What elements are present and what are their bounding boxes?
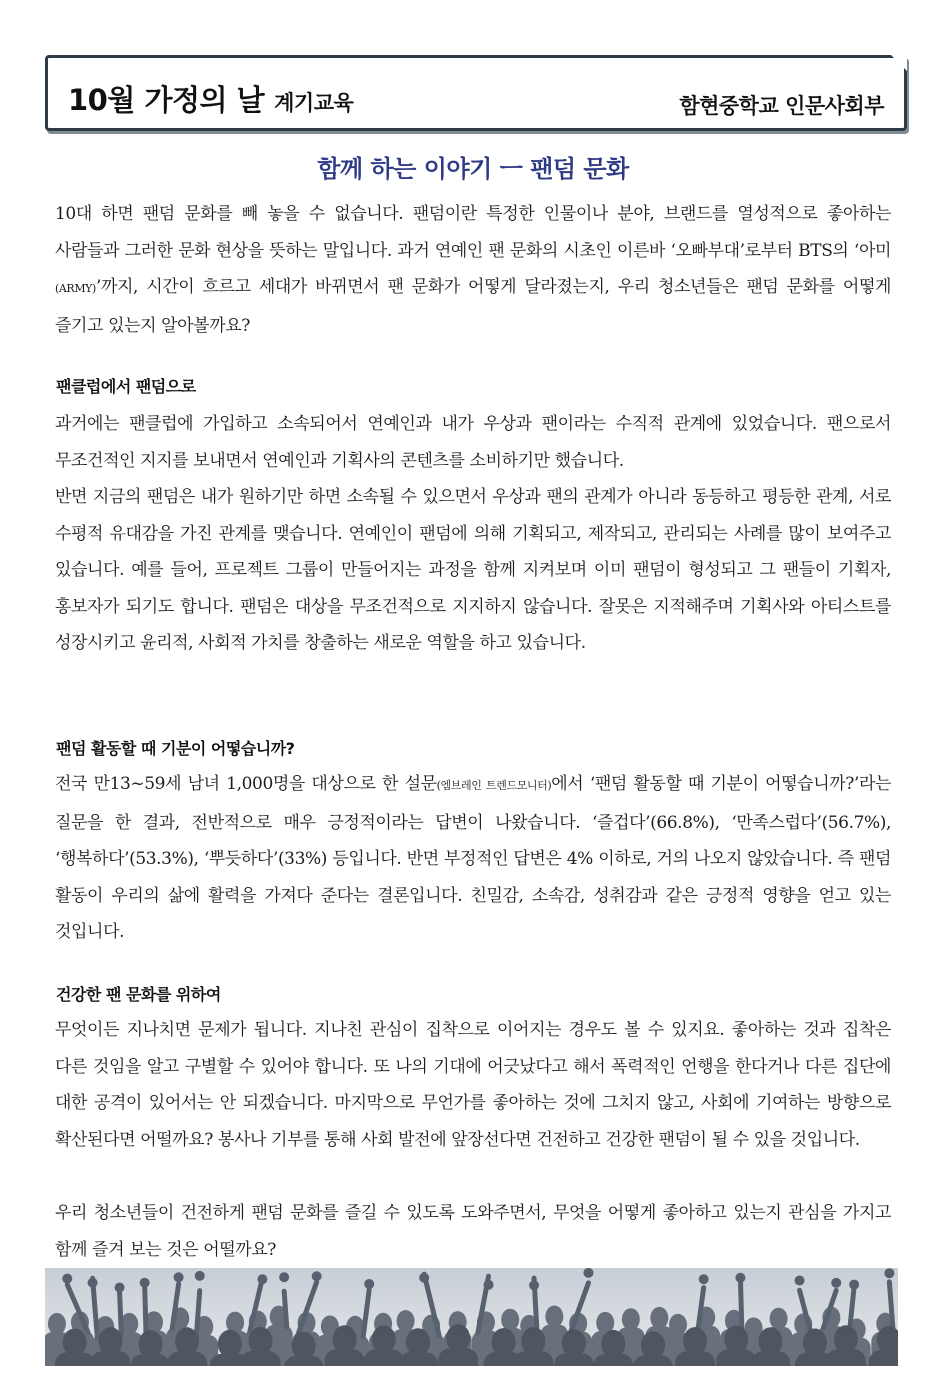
crowd-front-body: [750, 1351, 790, 1366]
crowd-front-head: [758, 1327, 782, 1355]
section1-paragraph-2: 반면 지금의 팬덤은 내가 원하기만 하면 소속될 수 있으면서 우상과 팬의 관계가 아니라 동등하고 평등한 관계, 서로 수평적 유대감을 가진 관계를 맺습니다. 연예인이 팬덤에 의해 기획되고, 제작되고, 관리되는 사례를 많이 보여주고 있습니다. 예를 들어, 프로젝트 그룹이 만들어지는 과정을 함께 지켜보며 이미 팬덤이 형성되고 그 팬들이 기획자, 홍보자가 되기도 합니다. 팬덤은 대상을 무조건적으로 지지하지 않습니다. 잘못은 지적해주며 기획사와 아티스트를 성장시키고 윤리적, 사회적 가치를 창출하는 새로운 역할을 하고 있습니다.: [55, 487, 891, 654]
intro-text-1: 10대 하면 팬덤 문화를 빼 놓을 수 없습니다. 팬덤이란 특정한 인물이나 분야, 브랜드를 열성적으로 좋아하는 사람들과 그러한 문화 현상을 뜻하는 말입니다. 과거 연예인 팬 문화의 시초인 이른바 ‘오빠부대’로부터 BTS의 ‘아미: [55, 204, 891, 261]
crowd-front-head: [601, 1330, 625, 1358]
crowd-front-body: [131, 1354, 171, 1366]
crowd-front-body: [716, 1349, 756, 1366]
crowd-raised-arm: [740, 1279, 741, 1331]
crowd-hand: [529, 1280, 539, 1290]
crowd-front-head: [641, 1331, 665, 1359]
crowd-front-body: [91, 1351, 131, 1366]
intro-text-small: (ARMY): [55, 282, 96, 296]
crowd-front-head: [406, 1328, 430, 1356]
crowd-front-head: [175, 1328, 199, 1356]
crowd-hand: [174, 1272, 184, 1282]
section-heading-healthy: 건강한 팬 문화를 위하여: [56, 985, 221, 1004]
crowd-raised-arm: [120, 1291, 122, 1334]
page-title: [68, 78, 353, 119]
crowd-raised-arm: [196, 1291, 200, 1337]
crowd-front-head: [562, 1329, 586, 1357]
crowd-front-body: [633, 1355, 673, 1366]
crowd-hand: [583, 1268, 593, 1278]
section3-paragraph-1: 무엇이든 지나치면 문제가 됩니다. 지나친 관심이 집착으로 이어지는 경우도 볼 수 있지요. 좋아하는 것과 집착은 다른 것임을 알고 구별할 수 있어야 합니다. 또 나의 기대에 어긋났다고 해서 폭력적인 언행을 한다거나 다른 집단에 대한 공격이 있어서는 안 되겠습니다. 마지막으로 무언가를 좋아하는 것에 그치지 않고, 사회에 기여하는 방향으로 확산된다면 어떨까요? 봉사나 기부를 통해 사회 발전에 앞장선다면 건전하고 건강한 팬덤이 될 수 있을 것입니다.: [55, 1020, 891, 1150]
crowd-hand: [849, 1280, 859, 1290]
crowd-front-body: [325, 1349, 365, 1366]
crowd-head: [650, 1307, 668, 1329]
crowd-hand: [484, 1280, 494, 1290]
crowd-front-body: [55, 1352, 95, 1366]
crowd-head: [48, 1313, 66, 1335]
title-main-text: 10월 가정의 날: [68, 83, 265, 117]
crowd-head: [770, 1308, 788, 1330]
crowd-hand: [62, 1274, 72, 1284]
crowd-hand: [884, 1268, 894, 1278]
crowd-front-body: [513, 1351, 553, 1366]
crowd-front-head: [724, 1325, 748, 1353]
crowd-front-head: [249, 1327, 273, 1355]
section-heading-fanclub: 팬클럽에서 팬덤으로: [56, 377, 196, 396]
crowd-hand: [257, 1274, 267, 1284]
crowd-front-body: [826, 1349, 866, 1366]
crowd-front-body: [593, 1354, 633, 1366]
crowd-hand: [419, 1273, 429, 1283]
crowd-front-body: [241, 1351, 281, 1366]
header-box: [45, 55, 907, 131]
crowd-raised-arm: [145, 1284, 146, 1332]
crowd-hand: [831, 1278, 841, 1288]
crowd-front-body: [364, 1349, 404, 1366]
crowd-hand: [699, 1274, 709, 1284]
section-heading-feeling: 팬덤 활동할 때 기분이 어떻습니까?: [56, 739, 295, 758]
crowd-front-head: [292, 1332, 316, 1360]
crowd-front-body: [675, 1351, 715, 1366]
intro-paragraph: [55, 196, 891, 344]
crowd-front-body: [398, 1352, 438, 1366]
crowd-front-head: [521, 1327, 545, 1355]
crowd-hand: [312, 1271, 322, 1281]
title-sub-text: 계기교육: [274, 91, 354, 115]
crowd-head: [669, 1314, 687, 1336]
organization-name: 함현중학교 인문사회부: [679, 94, 884, 118]
crowd-front-head: [63, 1328, 87, 1356]
crowd-hand: [88, 1278, 98, 1288]
crowd-front-head: [372, 1325, 396, 1353]
crowd-head: [545, 1306, 563, 1328]
section1-paragraph-1: 과거에는 팬클럽에 가입하고 소속되어서 연예인과 내가 우상과 팬이라는 수직적 관계에 있었습니다. 팬으로서 무조건적인 지지를 보내면서 연예인과 기획사의 콘텐츠를 소비하기만 했습니다.: [55, 414, 891, 471]
section2-text-small: (엠브레인 트렌드모니터): [436, 779, 552, 792]
crowd-front-head: [803, 1329, 827, 1357]
crowd-illustration: [45, 1268, 898, 1366]
section2-text-1: 전국 만13~59세 남녀 1,000명을 대상으로 한 설문: [55, 774, 437, 794]
section2-paragraph: [55, 766, 891, 951]
crowd-front-head: [683, 1327, 707, 1355]
crowd-silhouette-banner: [45, 1268, 898, 1366]
crowd-front-head: [218, 1330, 242, 1358]
crowd-front-head: [333, 1325, 357, 1353]
crowd-front-body: [167, 1352, 207, 1366]
crowd-front-body: [438, 1348, 478, 1366]
crowd-head: [397, 1310, 415, 1332]
crowd-hand: [364, 1279, 374, 1289]
crowd-front-head: [139, 1330, 163, 1358]
crowd-head: [622, 1308, 640, 1330]
header-corner-cut: [891, 55, 907, 71]
crowd-front-head: [446, 1324, 470, 1352]
crowd-hand: [140, 1278, 150, 1288]
crowd-hand: [195, 1271, 205, 1281]
crowd-raised-arm: [284, 1291, 287, 1326]
section2-text-2: 에서 ‘팬덤 활동할 때 기분이 어떻습니까?’라는 질문을 한 결과, 전반적으로 매우 긍정적이라는 답변이 나왔습니다. ‘즐겁다’(66.8%), ‘만족스럽다’(56.7%), ‘행복하다’(53.3%), ‘뿌듯하다’(33%) 등입니다. 반면 부정적인 답변은 4% 이하로, 거의 나오지 않았습니다. 즉 팬덤 활동이 우리의 삶에 활력을 가져다 준다는 결론입니다. 친밀감, 소속감, 성취감과 같은 긍정적 영향을 얻고 있는 것입니다.: [55, 774, 891, 943]
intro-text-2: ’까지, 시간이 흐르고 세대가 바뀌면서 팬 문화가 어떻게 달라졌는지, 우리 청소년들은 팬덤 문화를 어떻게 즐기고 있는지 알아볼까요?: [55, 277, 891, 336]
section3-paragraph-2: 우리 청소년들이 건전하게 팬덤 문화를 즐길 수 있도록 도와주면서, 무엇을 어떻게 좋아하고 있는지 관심을 가지고 함께 즐겨 보는 것은 어떨까요?: [55, 1203, 891, 1260]
article-title: 함께 하는 이야기 ㅡ 팬덤 문화: [317, 155, 629, 183]
crowd-front-head: [492, 1328, 516, 1356]
crowd-head: [501, 1309, 519, 1331]
crowd-front-body: [554, 1353, 594, 1366]
crowd-front-head: [834, 1325, 858, 1353]
crowd-front-head: [99, 1327, 123, 1355]
crowd-hand: [115, 1283, 125, 1293]
crowd-hand: [795, 1275, 805, 1285]
crowd-hand: [279, 1272, 289, 1282]
crowd-hand: [735, 1273, 745, 1283]
